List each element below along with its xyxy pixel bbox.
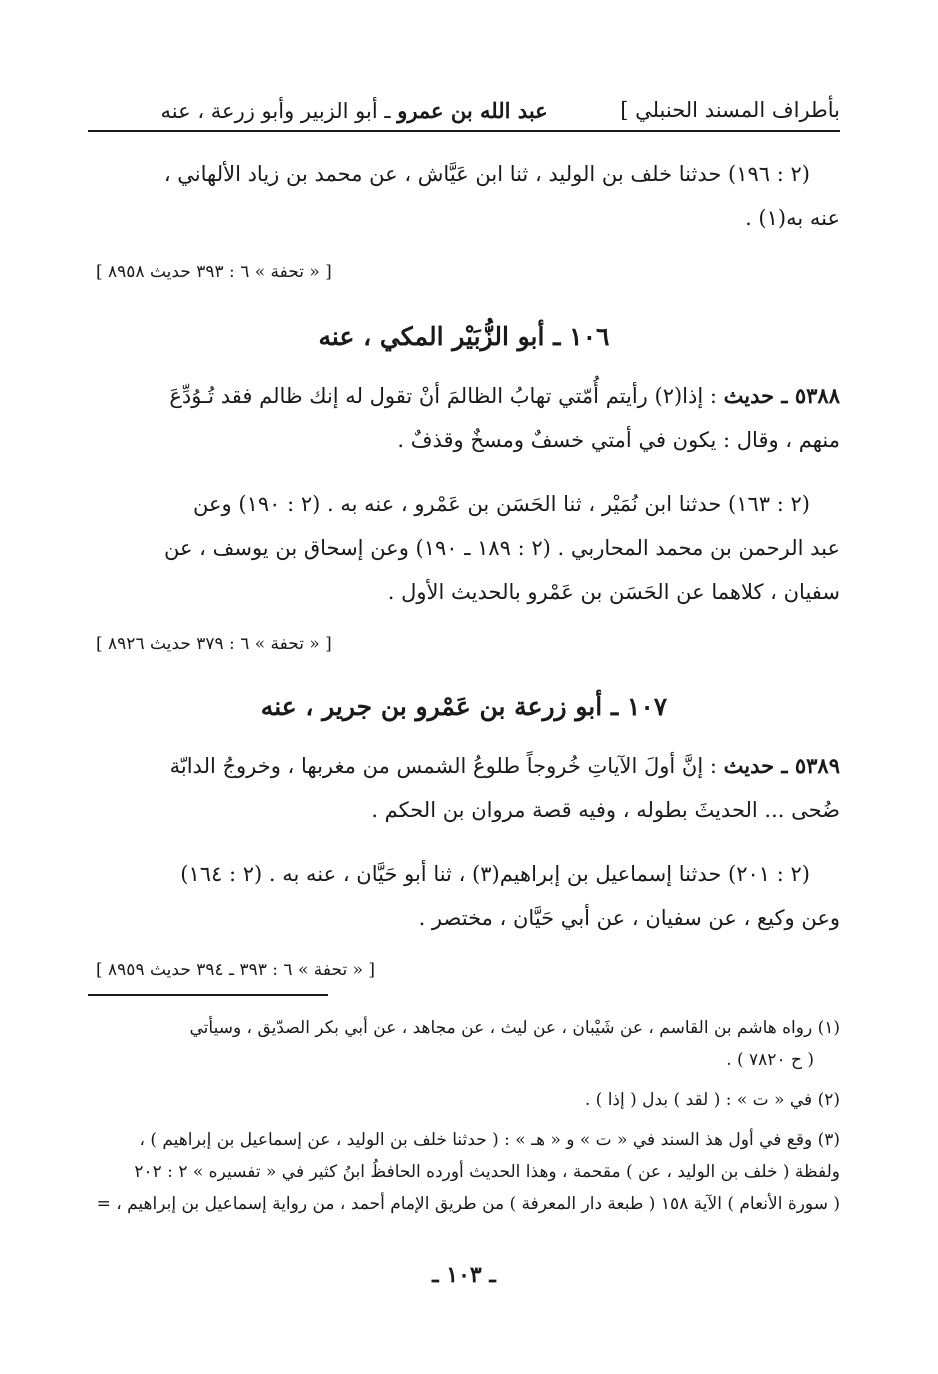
footnote-2: (٢) في « ت » : ( لقد ) بدل ( إذا ) . (584, 1090, 840, 1110)
footnote-3-cont: ولفظة ( خلف بن الوليد ، عن ) مقحمة ، وهذا الحديث أورده الحافظُ ابنُ كثير في « تفسيره » ٢ : ٢٠٢ (134, 1162, 840, 1182)
isnad-line: عنه به(١) . (745, 206, 840, 230)
hadith-5388 (88, 374, 840, 462)
isnad-line: سفيان ، كلاهما عن الحَسَن بن عَمْرو بالحديث الأول . (387, 580, 840, 604)
tuhfa-reference: [ « تحفة » ٦ : ٣٩٣ ـ ٣٩٤ حديث ٨٩٥٩ ] (96, 960, 376, 980)
tuhfa-reference: [ « تحفة » ٦ : ٣٩٣ حديث ٨٩٥٨ ] (96, 262, 332, 282)
isnad-line: عبد الرحمن بن محمد المحاربي . (٢ : ١٨٩ ـ ١٩٠) وعن إسحاق بن يوسف ، عن (163, 536, 840, 560)
isnad-line: (٢ : ٢٠١) حدثنا إسماعيل بن إبراهيم(٣) ، ثنا أبو حَيَّان ، عنه به . (٢ : ١٦٤) (180, 862, 810, 886)
isnad-line: (٢ : ١٩٦) حدثنا خلف بن الوليد ، ثنا ابن عَيَّاش ، عن محمد بن زياد الألهاني ، (163, 162, 810, 186)
section-heading-107: ١٠٧ ـ أبو زرعة بن عَمْرو بن جرير ، عنه (260, 692, 668, 721)
hadith-text-line: ضُحى ... الحديثَ بطوله ، وفيه قصة مروان بن الحكم . (371, 798, 840, 822)
hadith-5389 (88, 744, 840, 832)
footnote-3-cont: ( سورة الأنعام ) الآية ١٥٨ ( طبعة دار المعرفة ) من طريق الإمام أحمد ، من رواية إسماعيل بن إبراهيم ، = (96, 1194, 840, 1214)
hadith-number: ٥٣٨٩ ـ حديث (723, 753, 840, 778)
book-page (88, 0, 840, 1374)
hadith-text: : إذا(٢) رأيتم أُمّتي تهابُ الظالمَ أنْ تقول له إنك ظالم فقد تُـوُدِّعَ (169, 384, 724, 408)
footnote-3: (٣) وقع في أول هذ السند في « ت » و « هـ » : ( حدثنا خلف بن الوليد ، عن إسماعيل بن إبراهيم ) ، (139, 1130, 840, 1150)
running-header (88, 92, 840, 128)
isnad-line: (٢ : ١٦٣) حدثنا ابن نُمَيْر ، ثنا الحَسَن بن عَمْرو ، عنه به . (٢ : ١٩٠) وعن (193, 492, 810, 516)
isnad-block-1 (88, 152, 840, 240)
isnad-block-2 (88, 482, 840, 614)
footnote-1-cont: ( ح ٧٨٢٠ ) . (726, 1050, 814, 1070)
hadith-number: ٥٣٨٨ ـ حديث (723, 383, 840, 408)
header-rule (88, 130, 840, 132)
header-chapter-rest: ـ أبو الزبير وأبو زرعة ، عنه (160, 98, 398, 123)
section-heading-106: ١٠٦ ـ أبو الزُّبَيْر المكي ، عنه (318, 322, 610, 351)
header-chapter-bold: عبد الله بن عمرو (397, 97, 548, 123)
footnote-1: (١) رواه هاشم بن القاسم ، عن شَيْبان ، عن ليث ، عن مجاهد ، عن أبي بكر الصدّيق ، وسيأتي (189, 1018, 840, 1038)
footnote-rule (88, 994, 328, 996)
isnad-line: وعن وكيع ، عن سفيان ، عن أبي حَيَّان ، مختصر . (418, 906, 840, 930)
page-number: ـ ١٠٣ ـ (432, 1262, 496, 1288)
tuhfa-reference: [ « تحفة » ٦ : ٣٧٩ حديث ٨٩٢٦ ] (96, 634, 332, 654)
hadith-text-line: منهم ، وقال : يكون في أمتي خسفٌ ومسخٌ وقذفٌ . (397, 428, 840, 452)
hadith-text: : إنَّ أولَ الآياتِ خُروجاً طلوعُ الشمس من مغربها ، وخروجُ الدابّة (169, 754, 724, 778)
header-book-title: بأطراف المسند الحنبلي ] (620, 98, 840, 122)
isnad-block-3 (88, 852, 840, 940)
header-chapter (161, 98, 548, 123)
